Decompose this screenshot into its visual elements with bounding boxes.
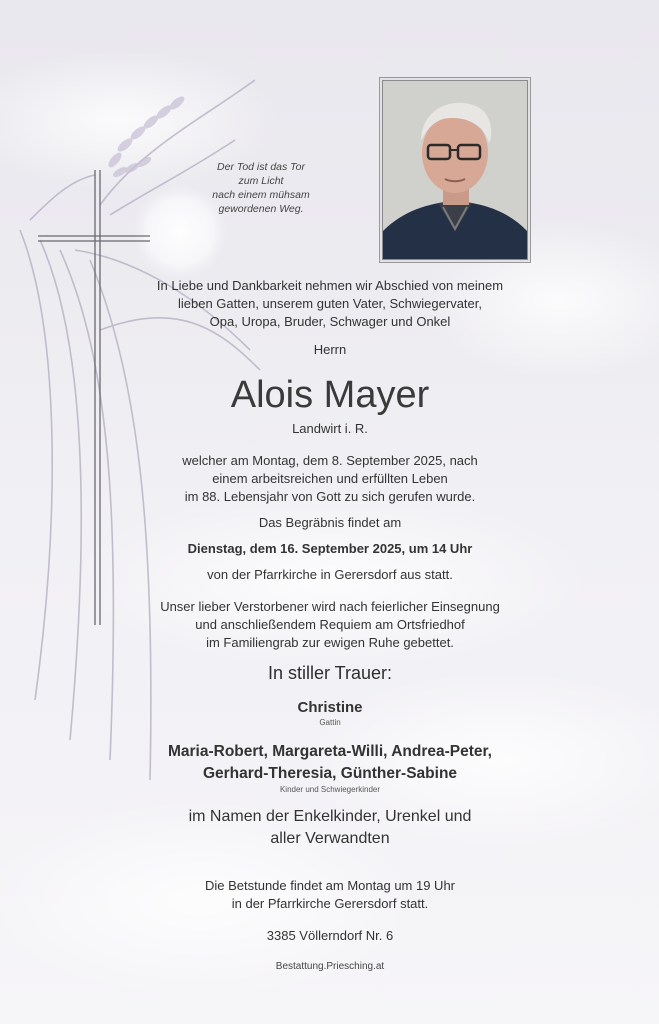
- grandchildren-line: im Namen der Enkelkinder, Urenkel und: [188, 808, 472, 825]
- death-text: [120, 452, 540, 506]
- quote-line: gewordenen Weg.: [218, 203, 304, 215]
- intro-line: lieben Gatten, unserem guten Vater, Schwiegervater,: [178, 296, 482, 311]
- grandchildren-line: aller Verwandten: [270, 830, 390, 847]
- deceased-title: Landwirt i. R.: [292, 421, 368, 436]
- intro-line: In Liebe und Dankbarkeit nehmen wir Abschied von meinem: [156, 278, 504, 293]
- burial-intro: Das Begräbnis findet am: [258, 515, 402, 530]
- grandchildren-text: [120, 806, 540, 850]
- deceased-portrait: [382, 80, 528, 260]
- children-line: Gerhard-Theresia, Günther-Sabine: [202, 765, 458, 782]
- salutation: Herrn: [313, 342, 347, 357]
- death-line: im 88. Lebensjahr von Gott zu sich gerufen wurde.: [184, 489, 476, 504]
- wife-role: Gattin: [319, 718, 341, 727]
- death-line: einem arbeitsreichen und erfüllten Leben: [212, 471, 448, 486]
- prayer-hour-text: [120, 877, 540, 913]
- mourning-heading: In stiller Trauer:: [267, 663, 393, 683]
- burial-place: von der Pfarrkirche in Gerersdorf aus statt.: [207, 567, 453, 582]
- intro-text: [120, 277, 540, 331]
- intro-line: Opa, Uropa, Bruder, Schwager und Onkel: [209, 314, 451, 329]
- prayer-line: in der Pfarrkirche Gerersdorf statt.: [231, 896, 429, 911]
- deceased-name: Alois Mayer: [230, 374, 430, 416]
- quote-line: nach einem mühsam: [212, 189, 310, 201]
- prayer-line: Die Betstunde findet am Montag um 19 Uhr: [204, 878, 456, 893]
- quote-line: Der Tod ist das Tor: [217, 161, 305, 173]
- requiem-line: Unser lieber Verstorbener wird nach feierlicher Einsegnung: [160, 599, 500, 614]
- wife-name: Christine: [297, 699, 363, 716]
- children-role: Kinder und Schwiegerkinder: [279, 785, 381, 794]
- requiem-line: im Familiengrab zur ewigen Ruhe gebettet.: [206, 635, 454, 650]
- death-line: welcher am Montag, dem 8. September 2025, nach: [182, 453, 478, 468]
- requiem-text: [120, 598, 540, 652]
- requiem-line: und anschließendem Requiem am Ortsfriedhof: [195, 617, 465, 632]
- funeral-home-website: Bestattung.Priesching.at: [275, 961, 385, 972]
- children-names: [120, 741, 540, 785]
- quote-line: zum Licht: [238, 175, 284, 187]
- family-address: 3385 Völlerndorf Nr. 6: [266, 928, 394, 943]
- children-line: Maria-Robert, Margareta-Willi, Andrea-Peter,: [167, 743, 492, 760]
- memorial-quote: [185, 160, 337, 216]
- burial-date: Dienstag, dem 16. September 2025, um 14 Uhr: [187, 541, 473, 556]
